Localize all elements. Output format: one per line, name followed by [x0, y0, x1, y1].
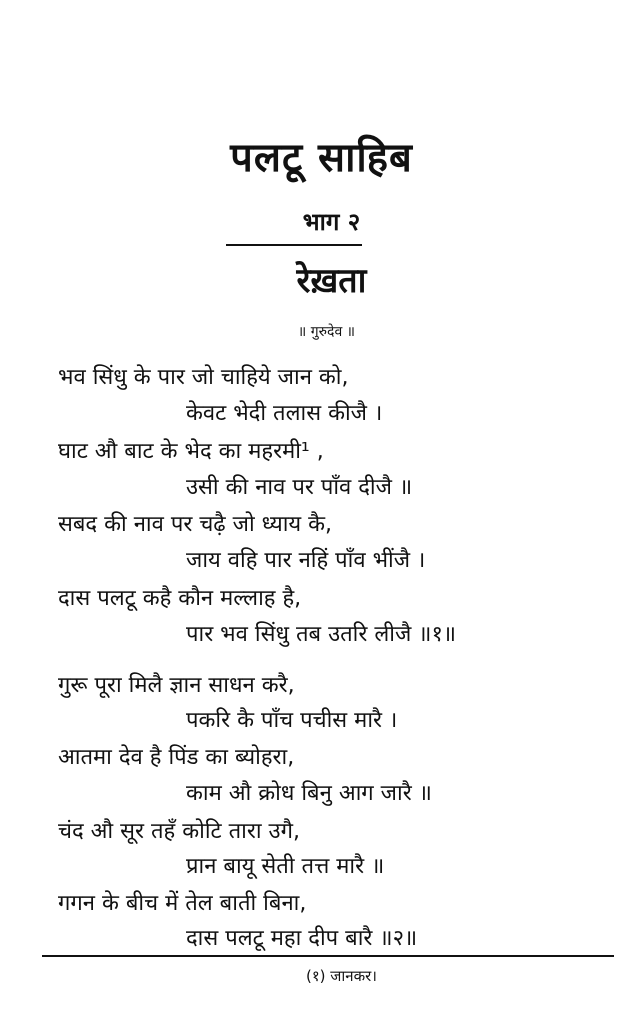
footnote: (१) जानकर।	[306, 967, 377, 985]
verse-line: घाट औ बाट के भेद का महरमी¹ ,	[58, 439, 324, 464]
verse-line: प्रान बायू सेती तत्त मारै ॥	[186, 854, 385, 879]
verse-line: गगन के बीच में तेल बाती बिना,	[58, 891, 307, 916]
verse-line: भव सिंधु के पार जो चाहिये जान को,	[58, 365, 349, 390]
section-title: रेख़ता	[296, 261, 367, 301]
verse-line: काम औ क्रोध बिनु आग जारै ॥	[186, 781, 432, 806]
verse-line: उसी की नाव पर पाँव दीजै ॥	[186, 475, 413, 500]
verse-line: दास पलटू कहै कौन मल्लाह है,	[58, 586, 302, 611]
verse-line: सबद की नाव पर चढ़ै जो ध्याय कै,	[58, 512, 333, 537]
verse-line: पकरि कै पाँच पचीस मारै ।	[186, 708, 398, 733]
verse-line: पार भव सिंधु तब उतरि लीजै ॥१॥	[186, 622, 457, 647]
verse-line: आतमा देव है पिंड का ब्योहरा,	[58, 745, 295, 770]
verse-line: गुरू पूरा मिलै ज्ञान साधन करै,	[58, 673, 295, 698]
subsection-heading: ॥ गुरुदेव ॥	[297, 324, 356, 340]
title-divider	[226, 244, 362, 246]
part-number: भाग २	[302, 208, 361, 236]
verse-line: जाय वहि पार नहिं पाँव भींजै ।	[186, 548, 426, 573]
verse-line: केवट भेदी तलास कीजै ।	[186, 401, 383, 426]
book-title: पलटू साहिब	[230, 135, 413, 181]
verse-line: चंद औ सूर तहँ कोटि तारा उगै,	[58, 819, 300, 844]
footnote-divider	[42, 955, 614, 957]
verse-line: दास पलटू महा दीप बारै ॥२॥	[186, 926, 418, 951]
